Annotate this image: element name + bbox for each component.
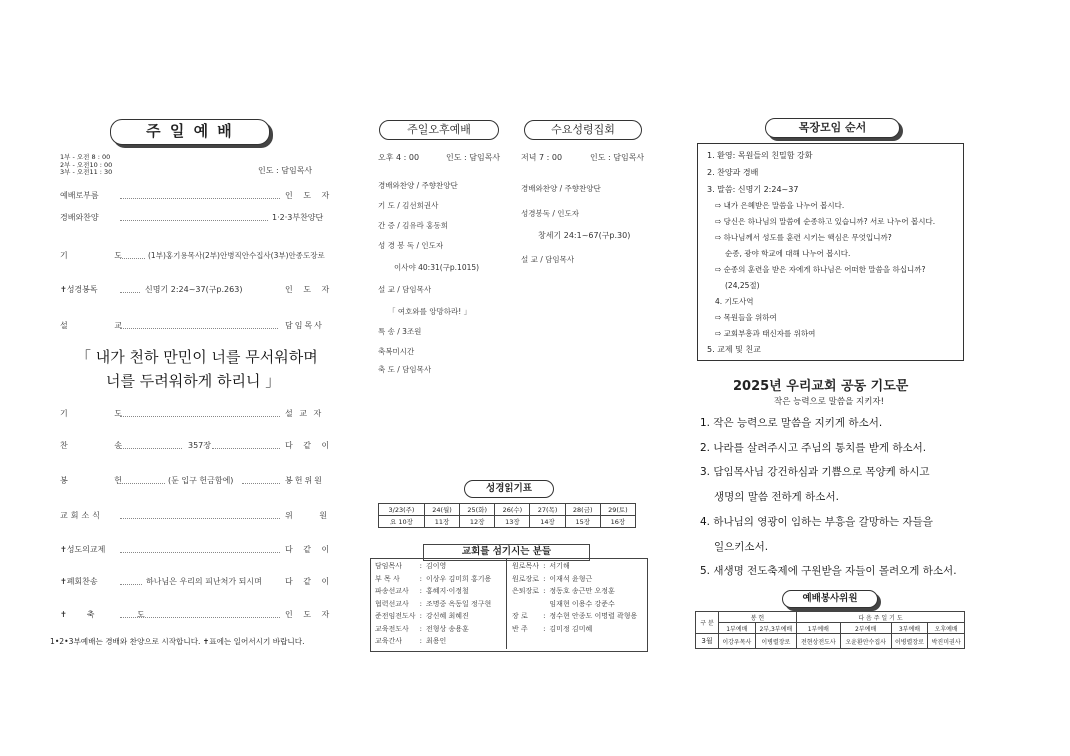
wednesday-line: 성경봉독 / 인도자 bbox=[521, 209, 580, 218]
table-row bbox=[696, 623, 965, 634]
sunday-footnote: 1•2•3부예배는 경배와 찬양으로 시작합니다. ✝표에는 일어서시기 바랍니다. bbox=[50, 637, 305, 646]
staff-role: 원로장로 bbox=[512, 574, 540, 583]
table-row: 은퇴장로 : 정동호 송근만 오정훈 bbox=[510, 585, 639, 598]
staff-names: 강신혜 최혜진 bbox=[425, 612, 469, 621]
order-label: 찬 송 bbox=[60, 441, 144, 450]
staff-names: 최용인 bbox=[425, 637, 447, 646]
prayer-line: 생명의 말씀 전하게 하소서. bbox=[714, 491, 839, 503]
staff-names: 김이영 bbox=[425, 562, 447, 571]
cell-item: ⇨ 교회부흥과 태신자를 위하여 bbox=[715, 329, 816, 338]
sermon-title-line2: 너를 두려워하게 하리니 」 bbox=[106, 372, 281, 390]
order-right: 담임목사 bbox=[285, 321, 324, 330]
staff-names: 임재현 이용수 강준수 bbox=[549, 599, 615, 608]
wednesday-leader: 인도 : 담임목사 bbox=[590, 153, 645, 162]
bible-reading-title: 성경읽기표 bbox=[464, 480, 554, 498]
table-cell: 오후예배 bbox=[928, 623, 965, 634]
afternoon-line: 기 도 / 김선희권사 bbox=[378, 201, 439, 210]
table-cell: 15장 bbox=[565, 516, 600, 528]
order-label: ✝성경봉독 bbox=[60, 285, 98, 294]
table-cell: 14장 bbox=[530, 516, 565, 528]
table-row: 교육전도사 : 전형상 송용훈 bbox=[373, 623, 493, 636]
sunday-title: 주 일 예 배 bbox=[110, 119, 270, 145]
staff-role: 장 로 bbox=[512, 612, 528, 621]
order-right: 다 같 이 bbox=[285, 577, 334, 586]
afternoon-time: 오후 4 : 00 bbox=[378, 153, 420, 162]
staff-names: 전형상 송용훈 bbox=[425, 624, 469, 633]
staff-names: 김미정 김미혜 bbox=[549, 624, 593, 633]
prayer-line: 4. 하나님의 영광이 임하는 부흥을 갈망하는 자들을 bbox=[700, 516, 933, 528]
afternoon-line: 경배와찬양 / 주향찬양단 bbox=[378, 181, 458, 190]
order-right: 다 같 이 bbox=[285, 545, 334, 554]
afternoon-line: 설 교 / 담임목사 bbox=[378, 285, 432, 294]
order-right: 다 같 이 bbox=[285, 441, 334, 450]
afternoon-line: 「 여호와를 앙망하라! 」 bbox=[388, 307, 472, 316]
wednesday-time: 저녁 7 : 00 bbox=[521, 153, 563, 162]
staff-role bbox=[510, 598, 541, 611]
staff-names: 정수현 안종도 이명렬 곽형용 bbox=[549, 612, 638, 621]
sermon-title-line1: 「 내가 천하 만민이 너를 무서워하며 bbox=[76, 348, 318, 366]
table-row: 부 목 사 : 이상우 김미희 홍기용 bbox=[373, 573, 493, 586]
afternoon-line: 간 증 / 김유라 홍동희 bbox=[378, 221, 449, 230]
order-right: 설 교 자 bbox=[285, 409, 324, 418]
table-row bbox=[379, 504, 636, 516]
staff-names: 이재석 윤형근 bbox=[549, 574, 593, 583]
table-cell: 24(월) bbox=[424, 504, 459, 516]
prayer-subtitle: 작은 능력으로 말씀을 지키자! bbox=[774, 397, 885, 407]
wednesday-line: 경배와찬양 / 주향찬양단 bbox=[521, 184, 601, 193]
table-row bbox=[696, 634, 965, 649]
table-cell: 2부예배 bbox=[840, 623, 891, 634]
table-cell: 이병렬장로 bbox=[755, 634, 796, 649]
cell-item: 3. 말씀: 신명기 2:24~37 bbox=[707, 185, 799, 194]
order-right: 인 도 자 bbox=[285, 610, 334, 619]
prayer-line: 5. 새생명 전도축제에 구원받을 자들이 몰려오게 하소서. bbox=[700, 565, 957, 577]
table-row: 반 주 : 김미정 김미혜 bbox=[510, 623, 639, 636]
afternoon-line: 특 송 / 3조원 bbox=[378, 327, 422, 336]
prayer-line: 일으키소서. bbox=[714, 541, 769, 553]
order-label: ✝성도의교제 bbox=[60, 545, 106, 554]
prayer-title: 2025년 우리교회 공동 기도문 bbox=[733, 379, 909, 394]
service-title: 예배봉사위원 bbox=[782, 590, 878, 608]
table-row bbox=[510, 598, 639, 611]
staff-role: 준전임전도사 bbox=[375, 612, 416, 621]
order-mid: (둔 입구 헌금함에) bbox=[168, 476, 234, 485]
table-row: 파송선교사 : 홍혜지·이정철 bbox=[373, 585, 493, 598]
staff-role: 원로목사 bbox=[512, 562, 540, 571]
table-row: 원로장로 : 이재석 윤형근 bbox=[510, 573, 639, 586]
staff-names: 서기해 bbox=[549, 562, 570, 571]
prayer-line: 1. 작은 능력으로 말씀을 지키게 하소서. bbox=[700, 417, 883, 429]
staff-names: 조명중 옥동일 정구현 bbox=[425, 599, 492, 608]
cell-item: 순종, 광야 학교에 대해 나누어 봅시다. bbox=[725, 249, 851, 258]
table-cell: 다 음 주 일 기 도 bbox=[796, 612, 964, 623]
table-cell: 1부예배 bbox=[719, 623, 756, 634]
cell-item: 4. 기도사역 bbox=[715, 297, 754, 306]
staff-role: 은퇴장로 bbox=[512, 587, 540, 596]
staff-divider bbox=[506, 559, 507, 649]
prayer-line: 2. 나라를 살려주시고 주님의 통치를 받게 하소서. bbox=[700, 442, 927, 454]
cell-item: ⇨ 당신은 하나님의 말씀에 순종하고 있습니까? 서로 나누어 봅시다. bbox=[715, 217, 936, 226]
afternoon-line: 이사야 40:31(구p.1015) bbox=[394, 263, 480, 272]
table-cell: 12장 bbox=[460, 516, 495, 528]
table-cell: 1부예배 bbox=[796, 623, 840, 634]
staff-title: 교회를 섬기시는 분들 bbox=[423, 544, 590, 561]
table-cell: 박진미권사 bbox=[928, 634, 965, 649]
staff-role: 교육전도사 bbox=[375, 624, 409, 633]
afternoon-line: 축복미시간 bbox=[378, 347, 415, 356]
cell-item: 5. 교제 및 친교 bbox=[707, 345, 761, 354]
staff-role: 교육간사 bbox=[375, 637, 403, 646]
sunday-leader: 인도 : 담임목사 bbox=[258, 166, 313, 175]
cell-item: ⇨ 내가 은혜받은 말씀을 나누어 봅시다. bbox=[715, 201, 845, 210]
wednesday-title: 수요성령집회 bbox=[524, 120, 642, 140]
cell-item: ⇨ 하나님께서 성도를 훈련 시키는 핵심은 무엇입니까? bbox=[715, 233, 892, 242]
table-cell: 3/23(주) bbox=[379, 504, 425, 516]
order-label: 봉 헌 bbox=[60, 476, 144, 485]
table-cell: 28(금) bbox=[565, 504, 600, 516]
table-row: 교육간사 : 최용인 bbox=[373, 635, 493, 648]
table-cell: 26(수) bbox=[495, 504, 530, 516]
table-cell: 13장 bbox=[495, 516, 530, 528]
table-cell: 29(토) bbox=[600, 504, 635, 516]
order-mid: 하나님은 우리의 피난처가 되시며 bbox=[146, 577, 262, 586]
order-label: ✝폐회찬송 bbox=[60, 577, 98, 586]
table-cell: 전현상전도사 bbox=[796, 634, 840, 649]
cell-item: 2. 찬양과 경배 bbox=[707, 168, 759, 177]
staff-role: 반 주 bbox=[512, 624, 528, 633]
cell-item: ⇨ 순종의 훈련을 받은 자에게 하나님은 어떠한 말씀을 하십니까? bbox=[715, 265, 926, 274]
afternoon-title: 주일오후예배 bbox=[379, 120, 499, 140]
table-cell: 3부예배 bbox=[891, 623, 928, 634]
table-cell: 3월 bbox=[696, 634, 719, 649]
staff-names: 이상우 김미희 홍기용 bbox=[425, 574, 492, 583]
order-label: ✝축 도 bbox=[60, 610, 165, 619]
staff-right-table bbox=[510, 560, 639, 635]
order-label: 교회소식 bbox=[60, 511, 103, 520]
staff-role: 담임목사 bbox=[375, 562, 403, 571]
order-label: 설 교 bbox=[60, 321, 144, 330]
staff-names: 홍혜지·이정철 bbox=[425, 587, 469, 596]
table-cell: 요 10장 bbox=[379, 516, 425, 528]
table-cell: 구 분 bbox=[696, 612, 719, 634]
order-label: 예배로부름 bbox=[60, 191, 99, 200]
order-mid: 357장 bbox=[188, 441, 211, 450]
table-cell: 2부,3부예배 bbox=[755, 623, 796, 634]
service-times: 1부 - 오전 8 : 00 2부 - 오전10 : 00 3부 - 오전11 : 30 bbox=[60, 153, 113, 176]
table-cell: 11장 bbox=[424, 516, 459, 528]
order-label: 경배와찬양 bbox=[60, 213, 99, 222]
afternoon-line: 성 경 봉 독 / 인도자 bbox=[378, 241, 444, 250]
cell-item: ⇨ 목원들을 위하여 bbox=[715, 313, 777, 322]
table-row bbox=[696, 612, 965, 623]
table-row: 장 로 : 정수현 안종도 이명렬 곽형용 bbox=[510, 610, 639, 623]
order-right: 봉헌위원 bbox=[285, 476, 324, 485]
bible-reading-table bbox=[378, 503, 636, 528]
afternoon-leader: 인도 : 담임목사 bbox=[446, 153, 501, 162]
staff-role: 파송선교사 bbox=[375, 587, 409, 596]
order-right: 1·2·3부찬양단 bbox=[272, 213, 324, 222]
cell-title: 목장모임 순서 bbox=[765, 118, 900, 138]
table-cell: 오윤환안수집사 bbox=[840, 634, 891, 649]
table-row: 담임목사 : 김이영 bbox=[373, 560, 493, 573]
staff-role: 부 목 사 bbox=[375, 574, 400, 583]
table-cell: 이강우목사 bbox=[719, 634, 756, 649]
order-mid: (1부)홍기용목사(2부)안병직안수집사(3부)안종도장로 bbox=[148, 251, 325, 260]
table-row: 준전임전도사 : 강신혜 최혜진 bbox=[373, 610, 493, 623]
table-cell: 25(화) bbox=[460, 504, 495, 516]
wednesday-line: 설 교 / 담임목사 bbox=[521, 255, 575, 264]
table-row bbox=[379, 516, 636, 528]
afternoon-line: 축 도 / 담임목사 bbox=[378, 365, 432, 374]
order-label: 기 도 bbox=[60, 409, 144, 418]
staff-left-table bbox=[373, 560, 493, 648]
order-label: 기 도 bbox=[60, 251, 144, 260]
staff-role: 협력선교사 bbox=[375, 599, 409, 608]
table-row: 원로목사 : 서기해 bbox=[510, 560, 639, 573]
order-mid: 신명기 2:24~37(구p.263) bbox=[145, 285, 243, 294]
prayer-line: 3. 담임목사님 강건하심과 기쁨으로 목양케 하시고 bbox=[700, 466, 930, 478]
table-cell: 27(목) bbox=[530, 504, 565, 516]
table-cell: 이병렬장로 bbox=[891, 634, 928, 649]
cell-item: 1. 환영: 목원들의 친밀함 강화 bbox=[707, 151, 813, 160]
cell-item: (24,25절) bbox=[725, 281, 760, 290]
order-right: 위 원 bbox=[285, 511, 339, 520]
table-row: 협력선교사 : 조명중 옥동일 정구현 bbox=[373, 598, 493, 611]
order-right: 인 도 자 bbox=[285, 191, 334, 200]
table-cell: 16장 bbox=[600, 516, 635, 528]
service-table bbox=[695, 611, 965, 649]
staff-names: 정동호 송근만 오정훈 bbox=[549, 587, 615, 596]
wednesday-line: 창세기 24:1~67(구p.30) bbox=[538, 231, 631, 240]
order-right: 인 도 자 bbox=[285, 285, 334, 294]
table-cell: 봉 헌 bbox=[719, 612, 797, 623]
